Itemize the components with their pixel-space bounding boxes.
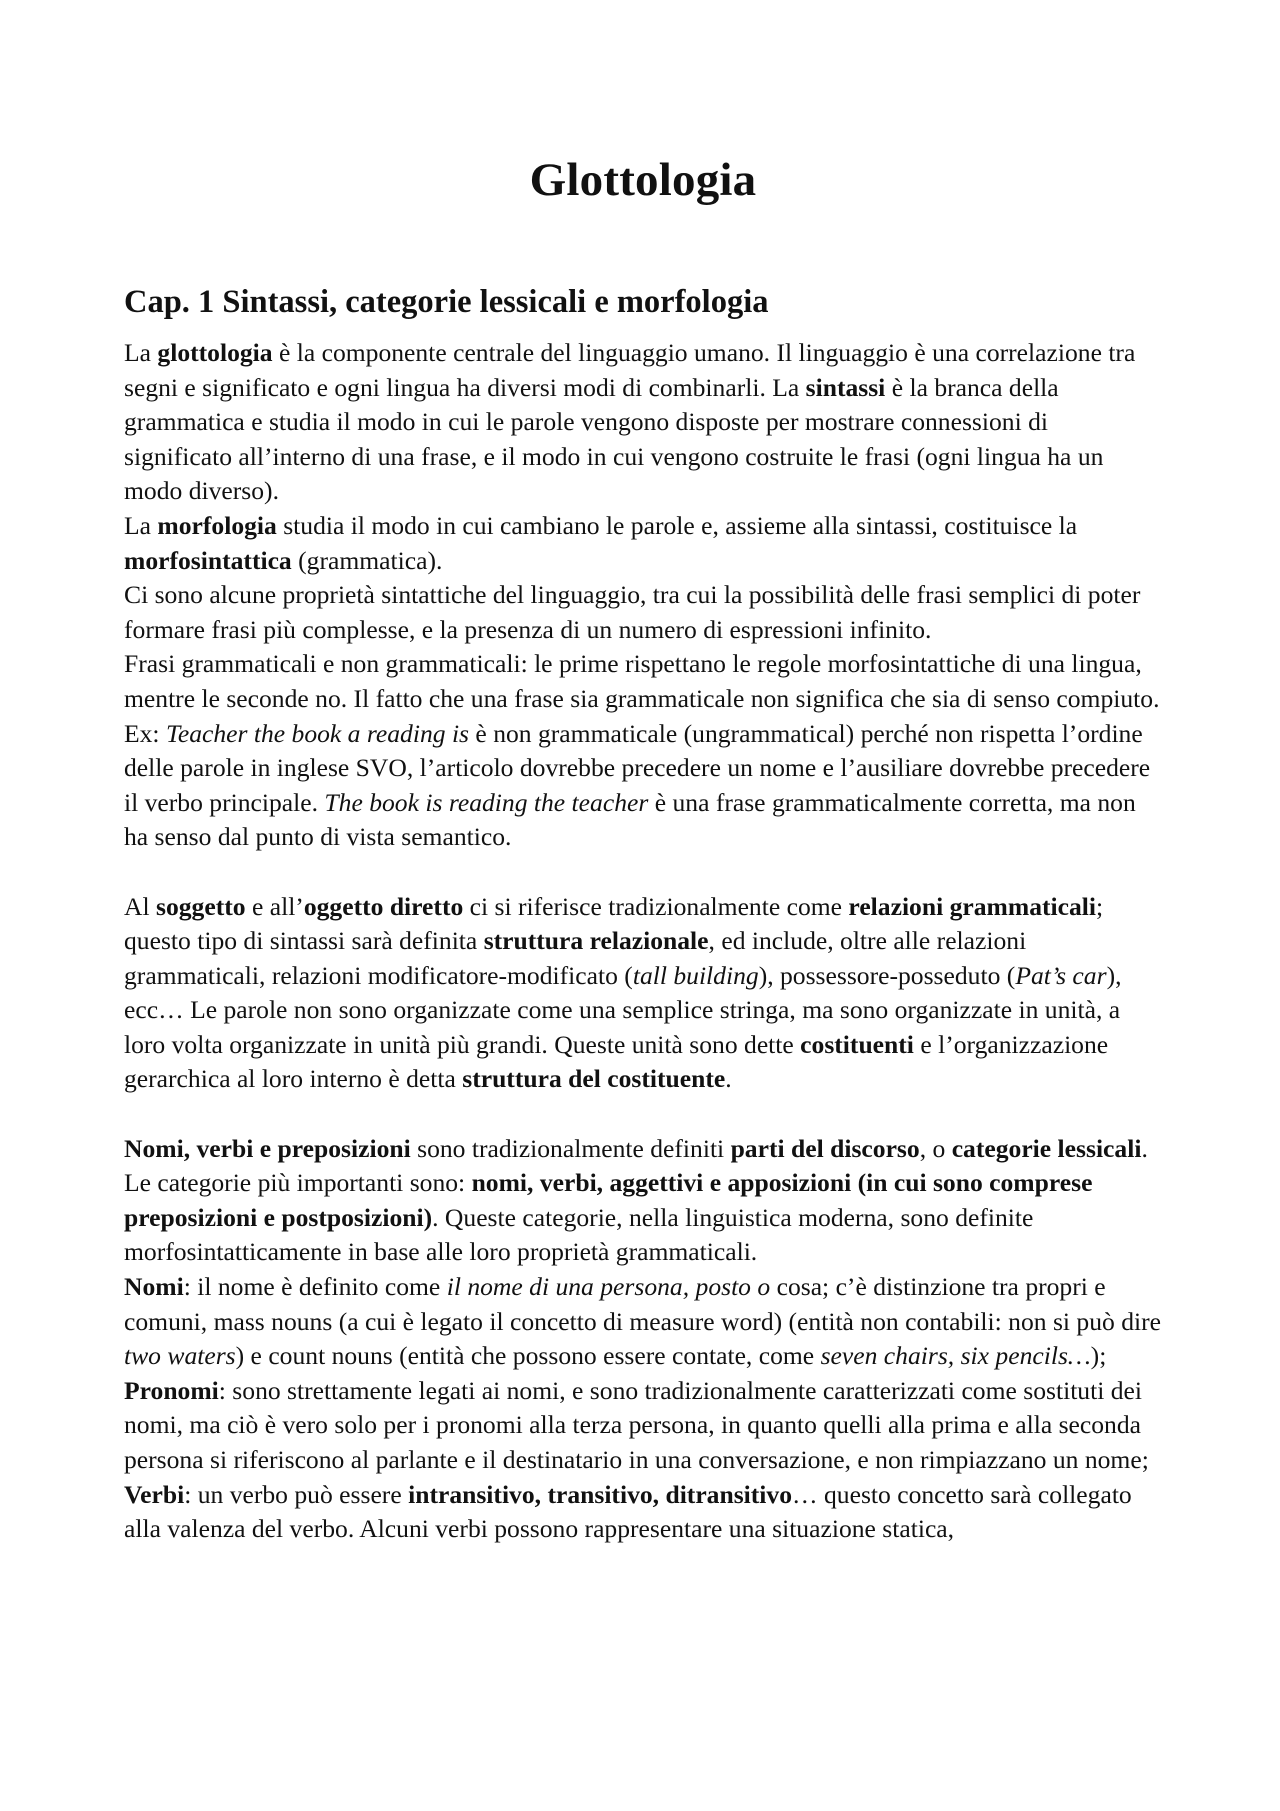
bold-term: morfologia bbox=[157, 510, 277, 540]
bold-term: parti del discorso bbox=[730, 1133, 920, 1163]
text-run: . bbox=[725, 1064, 732, 1094]
text-run: … questo concetto sarà collegato alla valenza del verbo. Alcuni verbi possono rappresentare una situazione statica, bbox=[124, 1479, 1132, 1544]
bold-term: glottologia bbox=[157, 338, 273, 367]
bold-term: intransitivo, transitivo, ditransitivo bbox=[408, 1479, 793, 1509]
text-run: studia il modo in cui cambiano le parole e, assieme alla sintassi, costituisce la bbox=[276, 510, 1078, 540]
section-title: Cap. 1 Sintassi, categorie lessicali e morfologia bbox=[124, 284, 769, 320]
text-run: ci si riferisce tradizionalmente come bbox=[463, 891, 849, 921]
italic-example: il nome di una persona, posto o bbox=[446, 1272, 771, 1302]
body-paragraph bbox=[124, 509, 1162, 578]
text-run: ; questo tipo di sintassi sarà definita bbox=[124, 891, 1104, 956]
body-paragraph bbox=[124, 1374, 1162, 1478]
text-run: è una frase grammaticalmente corretta, ma non ha senso dal punto di vista semantico. bbox=[124, 787, 1136, 852]
text-run: è la componente centrale del linguaggio umano. Il linguaggio è una correlazione tra segni e significato e ogni lingua ha diversi modi di combinarli. La bbox=[124, 338, 1136, 402]
page-title: Glottologia bbox=[529, 154, 757, 206]
text-run: La bbox=[124, 338, 158, 367]
body-paragraph bbox=[124, 578, 1162, 647]
bold-term: Verbi bbox=[124, 1479, 185, 1509]
italic-example: tall building bbox=[632, 960, 759, 990]
text-run: ), ecc… Le parole non sono organizzate come una semplice stringa, ma sono organizzate in unità, a loro volta organizzate in unità più grandi. Queste unità sono dette bbox=[124, 960, 1122, 1059]
bold-term: soggetto bbox=[156, 891, 246, 921]
bold-term: struttura del costituente bbox=[462, 1064, 726, 1094]
italic-example: Teacher the book a reading is bbox=[165, 718, 470, 748]
bold-term: sintassi bbox=[805, 372, 886, 402]
text-run: Frasi grammaticali e non grammaticali: le prime rispettano le regole morfosintattiche di una lingua, mentre le seconde no. Il fatto che una frase sia grammaticale non significa che sia di senso compiuto. Ex: bbox=[124, 649, 1160, 748]
text-run: Al bbox=[124, 891, 156, 921]
bold-term: relazioni grammaticali bbox=[848, 891, 1096, 921]
text-run: ) e count nouns (entità che possono essere contate, come bbox=[235, 1341, 821, 1371]
body-text bbox=[124, 336, 1162, 1547]
body-paragraph bbox=[124, 890, 1162, 1098]
text-run: è non grammaticale (ungrammatical) perché non rispetta l’ordine delle parole in inglese SVO, l’articolo dovrebbe precedere un nome e l’ausiliare dovrebbe precedere il verbo principale. bbox=[124, 718, 1151, 817]
italic-example: two waters bbox=[124, 1341, 236, 1371]
italic-example: Pat’s car bbox=[1015, 960, 1107, 990]
bold-term: Nomi bbox=[124, 1272, 184, 1302]
bold-term: categorie lessicali bbox=[951, 1133, 1142, 1163]
text-run: , o bbox=[919, 1133, 952, 1163]
body-paragraph bbox=[124, 336, 1162, 509]
text-run: La bbox=[124, 510, 158, 540]
body-paragraph bbox=[124, 647, 1162, 855]
bold-term: nomi, verbi, aggettivi e apposizioni (in cui sono comprese preposizioni e postposizioni) bbox=[124, 1168, 1093, 1232]
italic-example: The book is reading the teacher bbox=[324, 787, 649, 817]
body-paragraph bbox=[124, 1478, 1162, 1547]
body-paragraph bbox=[124, 1270, 1162, 1374]
text-run: e l’organizzazione gerarchica al loro interno è detta bbox=[124, 1029, 1109, 1094]
text-run: (grammatica). bbox=[291, 545, 443, 575]
text-run: , ed include, oltre alle relazioni grammaticali, relazioni modificatore-modificato ( bbox=[124, 926, 1027, 990]
bold-term: Pronomi bbox=[124, 1375, 219, 1405]
bold-term: oggetto diretto bbox=[303, 891, 464, 921]
text-run: cosa; c’è distinzione tra propri e comuni, mass nouns (a cui è legato il concetto di measure word) (entità non contabili: non si può dire bbox=[124, 1272, 1161, 1336]
text-run: ); bbox=[1090, 1341, 1107, 1371]
body-paragraph bbox=[124, 1132, 1162, 1270]
text-run: è la branca della grammatica e studia il modo in cui le parole vengono disposte per mostrare connessioni di significato all’interno di una frase, e il modo in cui vengono costruite le frasi (ogni lingua ha un modo diverso). bbox=[124, 372, 1104, 506]
text-run: Ci sono alcune proprietà sintattiche del linguaggio, tra cui la possibilità delle frasi semplici di poter formare frasi più complesse, e la presenza di un numero di espressioni infinito. bbox=[124, 580, 1141, 644]
text-run: ), possessore-posseduto ( bbox=[758, 960, 1016, 990]
italic-example: seven chairs, six pencils… bbox=[820, 1341, 1091, 1371]
bold-term: Nomi, verbi e preposizioni bbox=[124, 1133, 411, 1163]
text-run: : sono strettamente legati ai nomi, e sono tradizionalmente caratterizzati come sostituti dei nomi, ma ciò è vero solo per i pronomi alla terza persona, in quanto quelli alla prima e alla seconda persona si riferiscono al parlante e il destinatario in una conversazione, e non rimpiazzano un nome; bbox=[124, 1375, 1149, 1474]
text-run: . Le categorie più importanti sono: bbox=[124, 1133, 1148, 1198]
text-run: sono tradizionalmente definiti bbox=[410, 1133, 731, 1163]
text-run: : un verbo può essere bbox=[184, 1479, 409, 1509]
text-run: . Queste categorie, nella linguistica moderna, sono definite morfosintatticamente in base alle loro proprietà grammaticali. bbox=[124, 1202, 1034, 1267]
bold-term: costituenti bbox=[800, 1029, 914, 1059]
text-run: e all’ bbox=[245, 891, 304, 921]
bold-term: morfosintattica bbox=[124, 545, 292, 575]
bold-term: struttura relazionale bbox=[483, 926, 709, 956]
text-run: : il nome è definito come bbox=[183, 1272, 447, 1302]
